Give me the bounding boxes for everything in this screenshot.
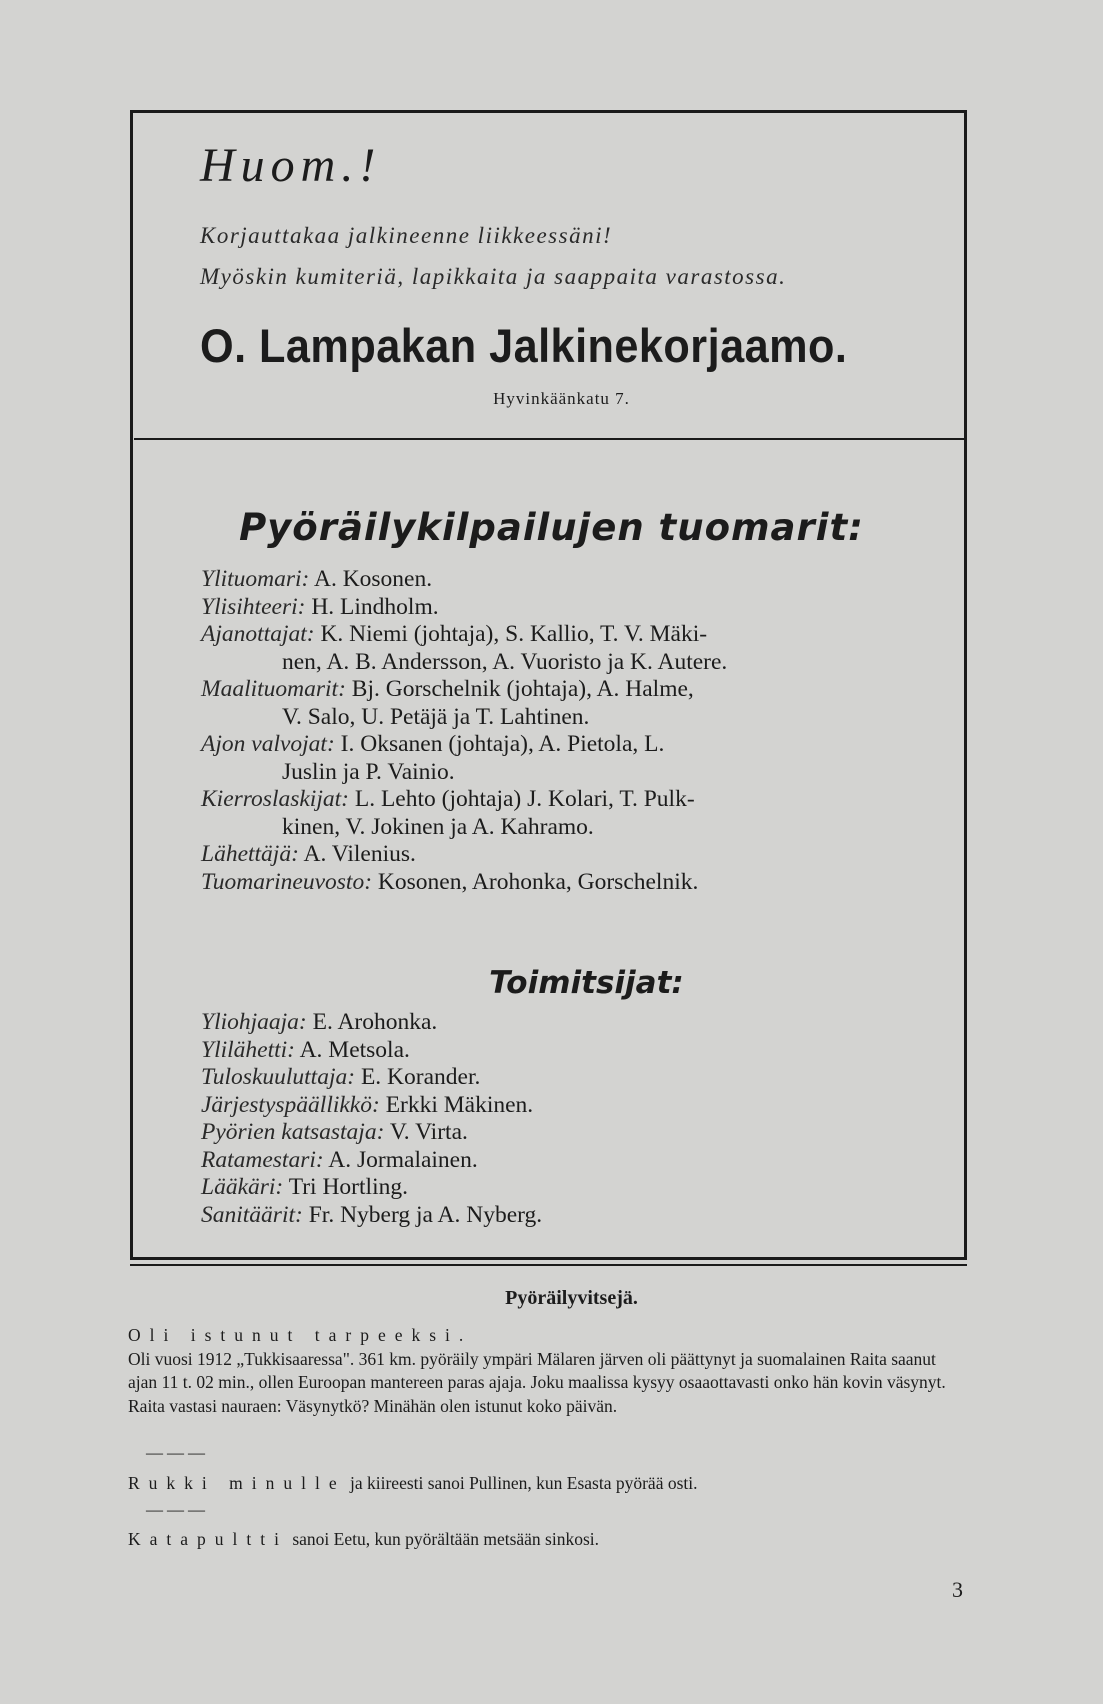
joke-3-body: sanoi Eetu, kun pyörältään metsään sinkosi.: [287, 1529, 600, 1549]
role-label: Lähettäjä:: [201, 841, 299, 867]
role-names: A. Kosonen.: [309, 566, 433, 592]
separator: ———: [146, 1500, 209, 1519]
officials-row: [201, 1064, 542, 1092]
role-label: Ajon valvojat:: [201, 731, 335, 757]
judges-row: [201, 566, 727, 594]
role-names: V. Salo, U. Petäjä ja T. Lahtinen.: [282, 703, 590, 730]
officials-row: [201, 1202, 542, 1230]
role-names: Erkki Mäkinen.: [379, 1091, 534, 1118]
judges-row: [201, 731, 727, 759]
judges-row-continuation: [201, 649, 727, 677]
role-names: Bj. Gorschelnik (johtaja), A. Halme,: [345, 676, 694, 702]
officials-row: [201, 1119, 542, 1147]
officials-row: [201, 1174, 542, 1202]
judges-row-continuation: [201, 759, 727, 787]
role-label: Ylisihteeri:: [201, 593, 306, 620]
jokes-heading: Pyöräilyvitsejä.: [505, 1287, 638, 1309]
role-label: Ajanottajat:: [201, 621, 315, 647]
ad-address: Hyvinkäänkatu 7.: [493, 389, 630, 408]
role-names: V. Virta.: [384, 1119, 468, 1145]
role-label: Ylilähetti:: [201, 1036, 295, 1063]
officials-row: [201, 1092, 542, 1120]
role-label: Ylituomari:: [201, 566, 310, 592]
joke-1-lead: Oli istunut tarpeeksi.: [128, 1325, 473, 1345]
role-names: A. Vilenius.: [298, 841, 416, 867]
role-names: Tri Hortling.: [283, 1174, 408, 1200]
role-label: Järjestyspäällikkö:: [201, 1091, 380, 1118]
judges-list: [201, 566, 727, 896]
officials-row: [201, 1147, 542, 1175]
role-label: Lääkäri:: [201, 1174, 284, 1200]
role-names: nen, A. B. Andersson, A. Vuoristo ja K. Autere.: [282, 648, 728, 675]
judges-row-continuation: [201, 704, 727, 732]
role-label: Sanitäärit:: [201, 1201, 303, 1228]
joke-3-lead: Katapultti: [128, 1529, 288, 1549]
ad-line-1: Korjauttakaa jalkineenne liikkeessäni!: [200, 223, 613, 248]
officials-row: [201, 1037, 542, 1065]
page-number: 3: [952, 1577, 963, 1602]
frame-divider: [134, 438, 965, 440]
judges-row: [201, 621, 727, 649]
separator: ———: [146, 1443, 209, 1462]
role-names: Kosonen, Arohonka, Gorschelnik.: [372, 868, 699, 895]
judges-title: Pyöräilykilpailujen tuomarit:: [239, 506, 864, 549]
joke-1-body: Oli vuosi 1912 „Tukkisaaressa". 361 km. pyöräily ympäri Mälaren järven oli päättynyt ja suomalainen Raita saanut ajan 11 t. 02 min., ollen Euroopan mantereen paras ajaja. Joku maalissa kysyy osaaottavasti onko hän kovin väsynyt. Raita vastasi nauraen: Väsynytkö? Minähän olen istunut koko päivän.: [128, 1348, 946, 1416]
ad-line-2: Myöskin kumiteriä, lapikkaita ja saappaita varastossa.: [200, 264, 787, 289]
role-names: K. Niemi (johtaja), S. Kallio, T. V. Mäki-: [314, 621, 708, 647]
judges-row: [201, 594, 727, 622]
role-names: L. Lehto (johtaja) J. Kolari, T. Pulk-: [348, 786, 695, 812]
role-names: I. Oksanen (johtaja), A. Pietola, L.: [334, 731, 665, 757]
role-names: E. Arohonka.: [306, 1009, 438, 1035]
judges-row: [201, 869, 727, 897]
role-names: H. Lindholm.: [305, 593, 439, 620]
role-label: Tuloskuuluttaja:: [201, 1064, 356, 1090]
joke-2-lead: Rukki minulle: [128, 1473, 346, 1493]
role-names: Juslin ja P. Vainio.: [282, 758, 455, 785]
role-label: Tuomarineuvosto:: [201, 868, 373, 895]
ad-company-name: O. Lampakan Jalkinekorjaamo.: [200, 319, 848, 372]
role-names: kinen, V. Jokinen ja A. Kahramo.: [282, 813, 594, 840]
role-names: Fr. Nyberg ja A. Nyberg.: [302, 1201, 543, 1228]
joke-1: [128, 1324, 968, 1418]
judges-row: [201, 786, 727, 814]
joke-2-body: ja kiireesti sanoi Pullinen, kun Esasta pyörää osti.: [345, 1473, 698, 1493]
officials-row: [201, 1009, 542, 1037]
role-label: Maalituomarit:: [201, 676, 346, 702]
role-label: Yliohjaaja:: [201, 1009, 307, 1035]
role-label: Kierroslaskijat:: [201, 786, 349, 812]
ad-heading: Huom.!: [200, 139, 382, 192]
judges-row-continuation: [201, 814, 727, 842]
officials-list: [201, 1009, 542, 1229]
frame-bottom-rule: [130, 1264, 967, 1266]
role-label: Ratamestari:: [201, 1146, 324, 1173]
officials-title: Toimitsijat:: [489, 965, 684, 1001]
role-names: A. Metsola.: [295, 1036, 410, 1063]
judges-row: [201, 841, 727, 869]
role-names: A. Jormalainen.: [323, 1146, 478, 1173]
joke-2: [128, 1472, 968, 1496]
judges-row: [201, 676, 727, 704]
role-names: E. Korander.: [355, 1064, 481, 1090]
joke-3: [128, 1528, 968, 1552]
role-label: Pyörien katsastaja:: [201, 1119, 385, 1145]
